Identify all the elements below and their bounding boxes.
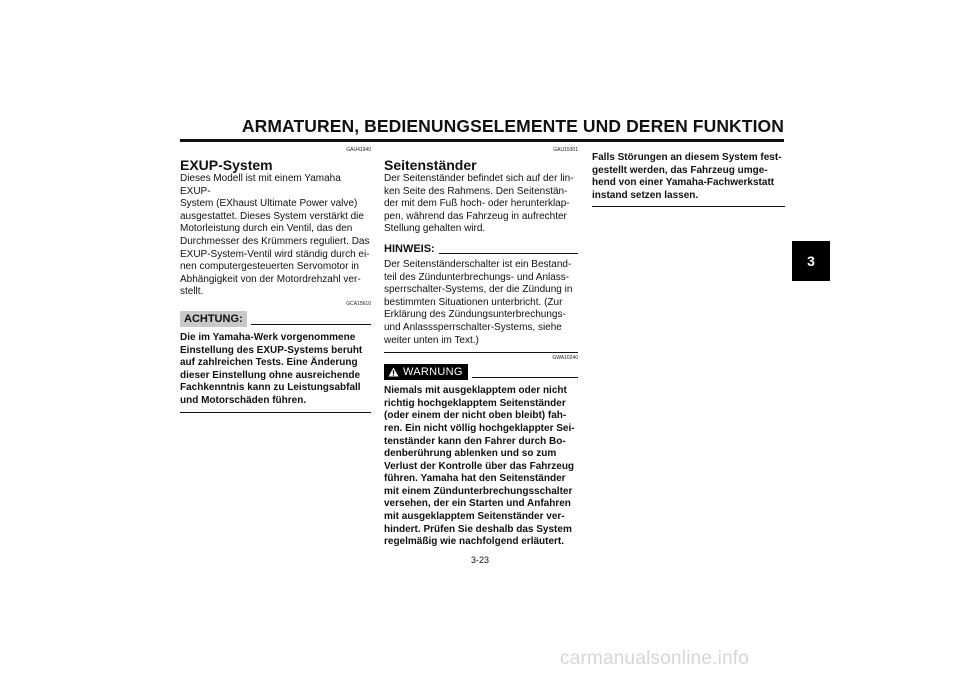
text-line: instand setzen lassen.: [592, 189, 699, 201]
text-line: (oder einem der nicht oben bleibt) fah-: [384, 410, 567, 422]
text-line: führen. Yamaha hat den Seitenständer: [384, 473, 566, 485]
text-line: bestimmten Situationen unterbricht. (Zur: [384, 296, 563, 308]
warnung-label-row: [384, 364, 578, 380]
seitenstaender-paragraph: [384, 173, 578, 236]
text-line: Der Seitenständer befindet sich auf der lin-: [384, 173, 574, 184]
hinweis-text: [384, 259, 578, 347]
section-code: GAU41940: [346, 147, 371, 153]
text-line: Einstellung des EXUP-Systems beruht: [180, 344, 363, 356]
text-line: ren. Ein nicht völlig hochgeklappter Sei-: [384, 422, 575, 434]
section-end-rule: [592, 206, 785, 207]
page-title: ARMATUREN, BEDIENUNGSELEMENTE UND DEREN FUNKTION: [241, 116, 784, 136]
label-rule: [251, 324, 371, 325]
text-line: Verlust der Kontrolle über das Fahrzeug: [384, 460, 575, 472]
column-seitenstaender: [384, 147, 578, 549]
text-line: richtig hochgeklapptem Seitenständer: [384, 397, 566, 409]
text-line: ausgestattet. Dieses System verstärkt die: [180, 210, 364, 222]
text-line: auf zahlreichen Tests. Eine Änderung: [180, 357, 358, 369]
text-line: Erklärung des Zündungsunterbrechungs-: [384, 309, 566, 321]
text-line: Dieses Modell ist mit einem Yamaha EXUP-: [180, 173, 341, 197]
text-line: Der Seitenständerschalter ist ein Bestand-: [384, 258, 572, 270]
section-end-rule: [384, 352, 578, 353]
text-line: ken Seite des Rahmens. Den Seitenstän-: [384, 185, 568, 197]
text-line: und Anlasssperrschalter-Systems, siehe: [384, 321, 562, 333]
text-line: weiter unten im Text.): [384, 334, 479, 346]
achtung-badge: ACHTUNG:: [180, 311, 247, 327]
watermark: carmanualsonline.info: [560, 648, 750, 669]
text-line: Stellung gehalten wird.: [384, 223, 486, 235]
page-number: 3-23: [470, 555, 489, 565]
label-rule: [439, 253, 578, 254]
text-line: versehen, der ein Starten und Anfahren: [384, 498, 571, 510]
section-end-rule: [180, 412, 371, 413]
text-line: der mit dem Fuß hoch- oder herunterklap-: [384, 198, 570, 210]
text-line: EXUP-System-Ventil wird ständig durch ei-: [180, 248, 370, 260]
text-line: sperrschalter-Systems, der die Zündung in: [384, 284, 573, 296]
section-heading-seitenstaender: Seitenständer: [384, 157, 477, 173]
text-line: tenständer kann den Fahrer durch Bo-: [384, 435, 566, 447]
hinweis-label-row: [384, 243, 578, 256]
text-line: Niemals mit ausgeklapptem oder nicht: [384, 385, 567, 397]
text-line: denberührung ablenken und so zum: [384, 448, 557, 460]
text-line: teil des Zündunterbrechungs- und Anlass-: [384, 271, 570, 283]
section-code: GCA15610: [346, 300, 371, 307]
text-line: hindert. Prüfen Sie deshalb das System: [384, 523, 572, 535]
header-rule: [180, 139, 784, 142]
column-continuation: [592, 152, 785, 207]
section-code: GAU15301: [553, 147, 578, 153]
label-rule: [472, 377, 578, 378]
column-exup: [180, 147, 371, 413]
text-line: mit einem Zündunterbrechungsschalter: [384, 485, 573, 497]
text-line: hend von einer Yamaha-Fachwerkstatt: [592, 177, 775, 189]
text-line: System (EXhaust Ultimate Power valve): [180, 198, 358, 210]
warnung-continuation-text: [592, 152, 785, 202]
text-line: stellt.: [180, 286, 204, 298]
text-line: regelmäßig wie nachfolgend erläutert.: [384, 536, 565, 548]
text-line: pen, während das Fahrzeug in aufrechter: [384, 210, 567, 222]
text-line: nen computergesteuerten Servomotor in: [180, 261, 359, 273]
warnung-badge: [384, 364, 468, 380]
text-line: gestellt werden, das Fahrzeug umge-: [592, 164, 768, 176]
section-heading-exup: EXUP-System: [180, 157, 273, 173]
section-code: GWA10240: [552, 355, 578, 362]
warning-triangle-icon: [388, 367, 399, 377]
text-line: Falls Störungen an diesem System fest-: [592, 152, 782, 163]
text-line: Die im Yamaha-Werk vorgenommene: [180, 331, 356, 343]
warnung-label: WARNUNG: [403, 366, 463, 379]
text-line: mit ausgeklapptem Seitenständer ver-: [384, 511, 565, 523]
chapter-tab[interactable]: 3: [792, 241, 830, 281]
exup-paragraph: [180, 173, 371, 299]
text-line: Durchmesser des Krümmers reguliert. Das: [180, 235, 370, 247]
text-line: Abhängigkeit von der Motordrehzahl ver-: [180, 273, 361, 285]
text-line: Fachkenntnis kann zu Leistungsabfall: [180, 382, 361, 394]
achtung-label-row: [180, 311, 371, 327]
hinweis-label: HINWEIS:: [384, 242, 435, 255]
text-line: und Motorschäden führen.: [180, 394, 307, 406]
warnung-text: [384, 385, 578, 549]
text-line: Motorleistung durch ein Ventil, das den: [180, 223, 353, 235]
achtung-text: [180, 332, 371, 408]
text-line: dieser Einstellung ohne ausreichende: [180, 369, 361, 381]
